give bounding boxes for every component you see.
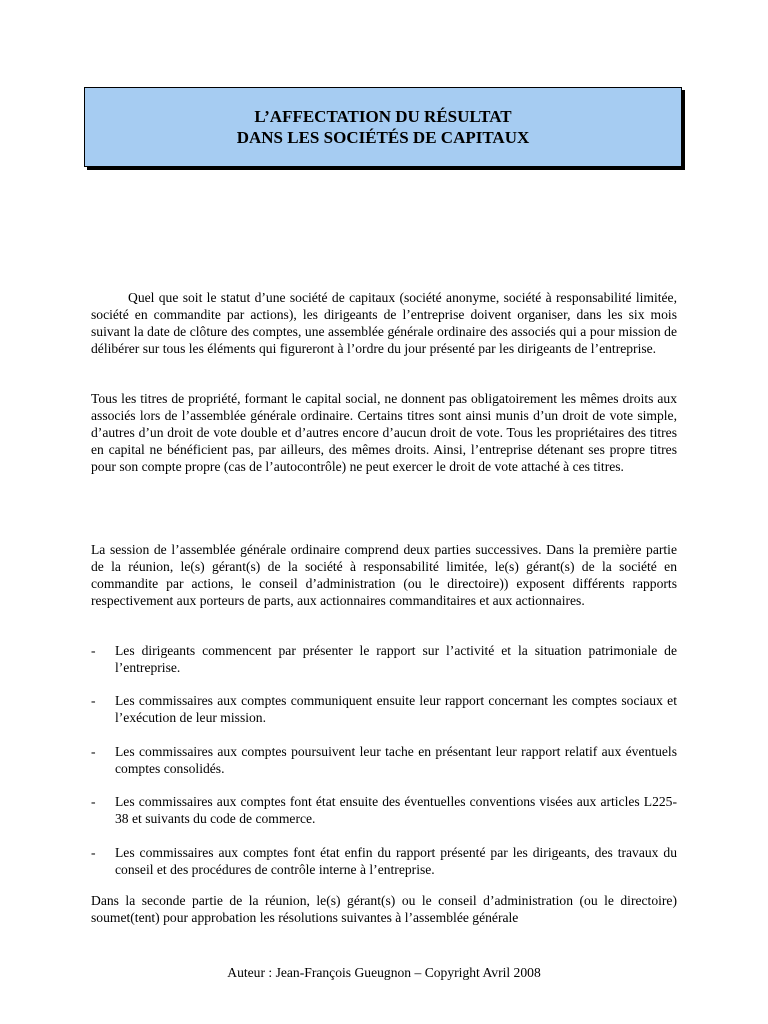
- title-line-2: DANS LES SOCIÉTÉS DE CAPITAUX: [236, 128, 530, 147]
- list-item-text: Les dirigeants commencent par présenter le rapport sur l’activité et la situation patrimoniale de l’entreprise.: [115, 643, 677, 675]
- title-line-1: L’AFFECTATION DU RÉSULTAT: [254, 107, 512, 126]
- list-item: [91, 794, 677, 828]
- list-item-text: Les commissaires aux comptes poursuivent leur tache en présentant leur rapport relatif aux éventuels comptes consolidés.: [115, 743, 677, 776]
- list-item: [91, 845, 677, 879]
- list-marker: -: [91, 794, 96, 810]
- list-item: [91, 693, 677, 727]
- list-marker: -: [91, 643, 96, 658]
- list-marker: -: [91, 743, 96, 759]
- list-marker: -: [91, 844, 96, 860]
- page-footer: Auteur : Jean-François Gueugnon – Copyright Avril 2008: [227, 965, 541, 980]
- list-item-text: Les commissaires aux comptes font état ensuite des éventuelles conventions visées aux articles L225-38 et suivants du code de commerce.: [115, 794, 677, 827]
- paragraph-intro: Quel que soit le statut d’une société de capitaux (société anonyme, société à responsabilité limitée, société en commandite par actions), les dirigeants de l’entreprise doivent organiser, dans les six mois suivant la date de clôture des comptes, une assemblée générale ordinaire des associés qui a pour mission de délibérer sur tous les éléments qui figureront à l’ordre du jour présenté par les dirigeants de l’entreprise.: [91, 290, 677, 356]
- list-marker: -: [91, 693, 96, 709]
- title-box: [84, 87, 682, 167]
- report-list: [91, 643, 677, 895]
- paragraph-voting-rights: Tous les titres de propriété, formant le capital social, ne donnent pas obligatoirement les mêmes droits aux associés lors de l’assemblée générale ordinaire. Certains titres sont ainsi munis d’un droit de vote simple, d’autres d’un droit de vote double et d’autres encore d’aucun droit de vote. Tous les propriétaires des titres en capital ne bénéficient pas, par ailleurs, des mêmes droits. Ainsi, l’entreprise détenant ses propre titres pour son compte propre (cas de l’autocontrôle) ne peut exercer le droit de vote attaché à ces titres.: [91, 391, 677, 474]
- paragraph-second-part: Dans la seconde partie de la réunion, le(s) gérant(s) ou le conseil d’administration (ou le directoire) soumet(tent) pour approbation les résolutions suivantes à l’assemblée générale: [91, 893, 677, 925]
- list-item-text: Les commissaires aux comptes font état enfin du rapport présenté par les dirigeants, des travaux du conseil et des procédures de contrôle interne à l’entreprise.: [115, 844, 677, 877]
- list-item-text: Les commissaires aux comptes communiquent ensuite leur rapport concernant les comptes sociaux et l’exécution de leur mission.: [115, 693, 677, 726]
- list-item: [91, 643, 677, 677]
- paragraph-session: La session de l’assemblée générale ordinaire comprend deux parties successives. Dans la première partie de la réunion, le(s) gérant(s) de la société à responsabilité limitée, le(s) gérant(s) de la société en commandite par actions, le conseil d’administration (ou le directoire)) exposent différents rapports respectivement aux porteurs de parts, aux actionnaires commanditaires et aux actionnaires.: [91, 542, 677, 608]
- list-item: [91, 744, 677, 778]
